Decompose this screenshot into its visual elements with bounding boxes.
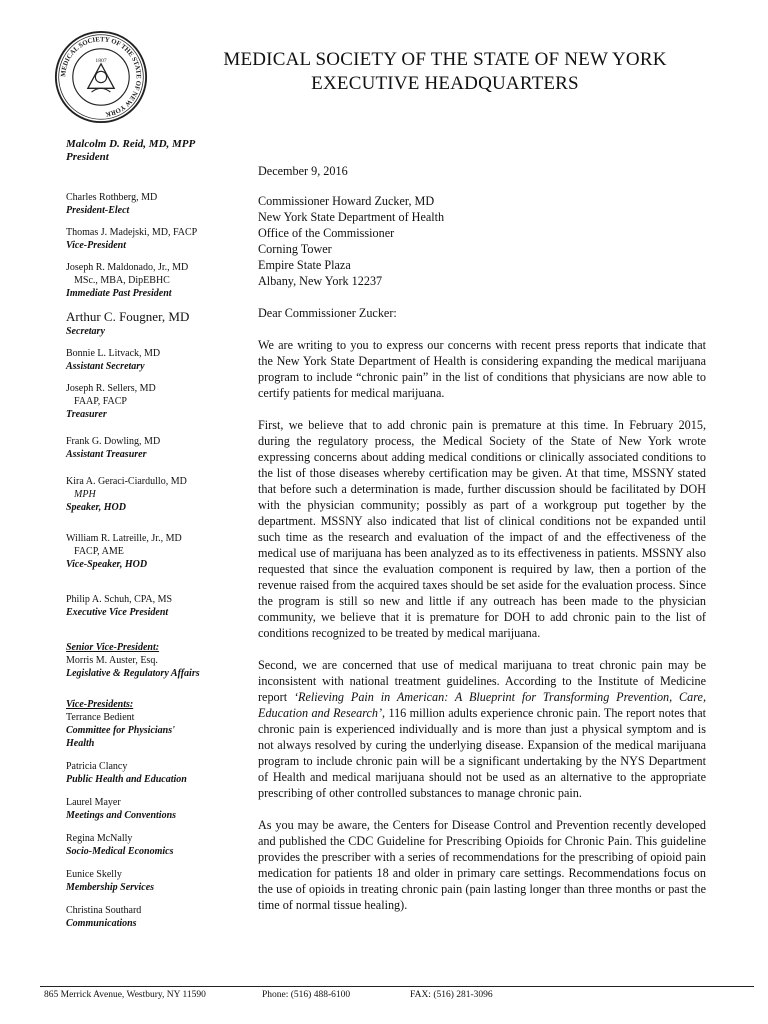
paragraph-3 <box>258 657 706 801</box>
section-heading: Senior Vice-President: <box>66 642 160 653</box>
officer-title: Socio-Medical Economics <box>66 846 174 857</box>
officer-assistant-secretary <box>66 347 238 373</box>
officer-treasurer <box>66 382 238 421</box>
address-line: Empire State Plaza <box>258 258 351 272</box>
recipient-address <box>258 193 706 289</box>
officer-name: Philip A. Schuh, CPA, MS <box>66 594 173 605</box>
paragraph-1: We are writing to you to express our concerns with recent press reports that indicate that the New York State Department of Health is considering expanding the medical marijuana program to include “chronic pain” in the list of conditions that physicians are now able to certify patients for medical marijuana. <box>258 338 706 400</box>
officer-vp-mcnally <box>66 832 238 858</box>
officer-vice-president <box>66 226 238 252</box>
officer-title: President <box>66 151 109 163</box>
letterhead-line-1: MEDICAL SOCIETY OF THE STATE OF NEW YORK <box>223 49 667 70</box>
officer-title: Executive Vice President <box>66 607 169 618</box>
salutation: Dear Commissioner Zucker: <box>258 306 397 320</box>
officer-name: Charles Rothberg, MD <box>66 192 158 203</box>
footer-fax: FAX: (516) 281-3096 <box>410 990 493 1000</box>
letterhead <box>190 48 700 96</box>
officer-credentials: MPH <box>74 489 96 500</box>
footer-rule <box>40 986 754 987</box>
officer-name: Eunice Skelly <box>66 869 122 880</box>
officer-vp-clancy <box>66 760 238 786</box>
officer-title: Membership Services <box>66 882 155 893</box>
society-seal <box>54 30 148 124</box>
officer-title: Committee for Physicians' <box>66 725 175 736</box>
officer-vice-speaker <box>66 532 238 571</box>
officer-credentials: FAAP, FACP <box>74 396 127 407</box>
paragraph-4: As you may be aware, the Centers for Disease Control and Prevention recently developed and published the CDC Guideline for Prescribing Opioids for Chronic Pain. This guideline provides the prescriber with a series of recommendations for the prescribing of opioid pain medication for patients 18 and older in primary care settings. Recommendations focus on the use of opioids in treating chronic pain (pain lasting longer than three months or past the time of normal tissue healing). <box>258 818 706 912</box>
officer-name: Thomas J. Madejski, MD, FACP <box>66 227 198 238</box>
footer-phone: Phone: (516) 488-6100 <box>262 990 351 1000</box>
officer-president <box>66 138 238 164</box>
officer-title: Health <box>66 738 95 749</box>
officer-title: Immediate Past President <box>66 288 172 299</box>
address-line: Albany, New York 12237 <box>258 274 383 288</box>
officer-credentials: MSc., MBA, DipEBHC <box>74 275 170 286</box>
address-line: New York State Department of Health <box>258 210 445 224</box>
officer-title: Communications <box>66 918 137 929</box>
officer-vp-southard <box>66 904 238 930</box>
paragraph-3-part-a: Second, we are concerned that use of medical marijuana to treat chronic pain may be inconsistent with national treatment guidelines. According to the Institute of Medicine report <box>258 658 706 704</box>
section-heading: Vice-Presidents: <box>66 699 134 710</box>
officer-title: Public Health and Education <box>66 774 187 785</box>
letter-date: December 9, 2016 <box>258 164 348 178</box>
officer-credentials: FACP, AME <box>74 546 124 557</box>
seal-year: 1807 <box>95 57 107 64</box>
officer-vp-bedient <box>66 698 238 750</box>
officer-name: Bonnie L. Litvack, MD <box>66 348 161 359</box>
officer-title: Speaker, HOD <box>66 502 126 513</box>
officer-name: Joseph R. Sellers, MD <box>66 383 156 394</box>
officer-immediate-past-president <box>66 261 238 300</box>
seal-outer-text: MEDICAL SOCIETY OF THE STATE OF NEW YORK <box>60 36 142 118</box>
officer-executive-vp <box>66 593 238 619</box>
officer-name: William R. Latreille, Jr., MD <box>66 533 182 544</box>
paragraph-3-part-b: , 116 million adults experience chronic pain. The report notes that chronic pain is experienced individually and is more than just a physical symptom and is not always resolved by curing the underlying disease. Expansion of the medical marijuana program to include chronic pain will be a significant undertaking by the NYS Department of Health and medical marijuana should not be used as an alternative to the appropriate prescribing of other controlled substances to manage chronic pain. <box>258 706 707 800</box>
officer-title: Vice-President <box>66 240 126 251</box>
report-title: ‘Relieving Pain in American: A Blueprint for Transforming Prevention, Care, Education and Research’ <box>258 690 706 720</box>
paragraph-2: First, we believe that to add chronic pain is premature at this time. In February 2015, during the regulatory process, the Medical Society of the State of New York wrote expressing concerns about adding medical conditions or clinically associated conditions to the list of those diseases whereby certification may be given. At that time, MSSNY stated that before such a determination is made, further discussion should be facilitated by DOH with the physician community; possibly as part of a workgroup put together by the department. MSSNY also indicated that list of clinical conditions not be expanded until such time as the research and evaluation of the impact of and the effectiveness of the medical use of marijuana has been analyzed as to its effectiveness in patients. MSSNY also requested that since the evaluation component is required by law, then a portion of the revenue raised from the acquired taxes should be set aside for the evaluation process. Since the program is still so new and little if any outreach has been made to the physician community, we believe that it is premature for DOH to add chronic pain to the list of conditions recognized to be treated by medical marijuana. <box>258 418 706 640</box>
officer-name: Regina McNally <box>66 833 133 844</box>
officer-title: Meetings and Conventions <box>66 810 177 821</box>
officer-name: Patricia Clancy <box>66 761 128 772</box>
address-line: Office of the Commissioner <box>258 226 395 240</box>
officer-vp-mayer <box>66 796 238 822</box>
officer-name: Christina Southard <box>66 905 142 916</box>
officer-name: Kira A. Geraci-Ciardullo, MD <box>66 476 187 487</box>
officer-president-elect <box>66 191 238 217</box>
officer-title: Assistant Secretary <box>66 361 145 372</box>
letter-body <box>258 163 706 913</box>
officer-name: Laurel Mayer <box>66 797 121 808</box>
officer-secretary <box>66 309 238 338</box>
officer-assistant-treasurer <box>66 435 238 461</box>
officer-vp-skelly <box>66 868 238 894</box>
officer-title: Vice-Speaker, HOD <box>66 559 148 570</box>
address-line: Corning Tower <box>258 242 332 256</box>
officer-speaker <box>66 475 238 514</box>
officer-title: Legislative & Regulatory Affairs <box>66 668 200 679</box>
footer-address: 865 Merrick Avenue, Westbury, NY 11590 <box>44 990 206 1000</box>
officer-name: Joseph R. Maldonado, Jr., MD <box>66 262 189 273</box>
officer-name: Morris M. Auster, Esq. <box>66 655 158 666</box>
letterhead-line-2: EXECUTIVE HEADQUARTERS <box>311 73 579 94</box>
officer-title: Assistant Treasurer <box>66 449 147 460</box>
address-line: Commissioner Howard Zucker, MD <box>258 194 435 208</box>
officer-name: Terrance Bedient <box>66 712 135 723</box>
officer-title: President-Elect <box>66 205 130 216</box>
officer-senior-vp <box>66 641 238 680</box>
officer-name: Frank G. Dowling, MD <box>66 436 161 447</box>
officer-title: Secretary <box>66 326 105 337</box>
officer-name: Malcolm D. Reid, MD, MPP <box>66 138 196 150</box>
officer-title: Treasurer <box>66 409 107 420</box>
officer-name: Arthur C. Fougner, MD <box>66 309 190 324</box>
officers-sidebar <box>66 138 238 930</box>
